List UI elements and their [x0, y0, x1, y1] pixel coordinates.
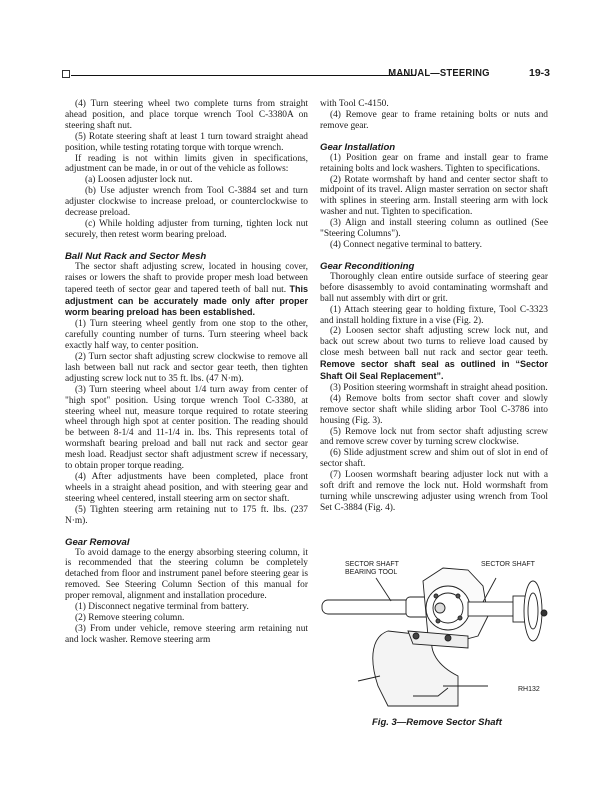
paragraph	[320, 470, 548, 514]
sector-shaft-illustration	[318, 556, 550, 716]
paragraph	[320, 427, 548, 449]
paragraph	[320, 272, 548, 305]
paragraph-text: The sector shaft adjusting screw, located in housing cover, raises or lowers the shaft to provide proper mesh load between tapered teeth of sector gear and tapered teeth of ball nut.	[65, 261, 308, 295]
left-column	[65, 99, 308, 646]
paragraph-text: (6) Slide adjustment screw and shim out of slot in end of sector shaft.	[320, 448, 548, 470]
paragraph-text: Thoroughly clean entire outside surface of steering gear before disassembly to avoid contaminating wormshaft and ball nut assembly with dirt or grit.	[320, 271, 548, 304]
paragraph-text: with Tool C-4150.	[320, 99, 389, 109]
paragraph-text: (4) Connect negative terminal to battery.	[330, 239, 482, 250]
paragraph-text: (1) Disconnect negative terminal from battery.	[75, 602, 249, 613]
paragraph-text: (c) While holding adjuster from turning, tighten lock nut securely, then retest worm bearing preload.	[65, 218, 308, 240]
paragraph-text: (4) After adjustments have been completed, place front wheels in a straight ahead position, and with steering gear and steering wheel centered, install steering arm on sector shaft.	[65, 472, 308, 504]
paragraph	[65, 472, 308, 505]
section-heading: Gear Reconditioning	[320, 260, 415, 272]
label-sector-shaft-bearing-tool	[345, 561, 399, 577]
paragraph-text: (4) Remove bolts from sector shaft cover and slowly remove sector shaft while sliding arbor Tool C-3786 into housing (Fig. 3).	[320, 393, 548, 426]
paragraph-text: (3) Position steering wormshaft in straight ahead position.	[330, 382, 548, 393]
figure-3	[318, 556, 550, 716]
label-sector-shaft: SECTOR SHAFT	[481, 561, 535, 568]
paragraph	[65, 505, 308, 527]
paragraph-text: (a) Loosen adjuster lock nut.	[85, 175, 193, 186]
paragraph	[65, 186, 308, 219]
paragraph-text: To avoid damage to the energy absorbing steering column, it is recommended that the steering column be completely detached from floor and instrument panel before steering gear is removed. See Steering Column Section of this manual for proper removal, alignment and installation procedure.	[65, 547, 308, 602]
paragraph-text: (7) Loosen wormshaft bearing adjuster lock nut with a soft drift and remove the lock nut. Hold wormshaft from turning while unscrewing adjuster using wrench from Tool Set C-3884 (Fig. 4).	[320, 470, 548, 513]
paragraph	[320, 99, 548, 110]
paragraph-text: (2) Turn sector shaft adjusting screw clockwise to remove all lash between ball nut rack and sector gear teeth, then tighten adjusting screw lock nut to 35 ft. lbs. (47 N·m).	[65, 352, 308, 384]
paragraph-text: (4) Remove gear to frame retaining bolts or nuts and remove gear.	[320, 109, 548, 131]
right-column	[320, 99, 548, 514]
paragraph	[320, 383, 548, 394]
paragraph-text: (3) Turn steering wheel about 1/4 turn away from center of "high spot" position. Using torque wrench Tool C-3380, at steering wheel nut, measure torque required to rotate steering wheel through high spot at center position. The reading should be between 8-1/4 and 11-1/4 in. lbs. This represents total of wormshaft bearing preload and ball nut rack and sector gear mesh load. Readjust sector shaft adjustment screw if necessary, to obtain proper torque reading.	[65, 384, 308, 472]
paragraph	[320, 305, 548, 327]
section-heading: Gear Removal	[65, 536, 130, 548]
paragraph	[65, 219, 308, 241]
paragraph	[65, 319, 308, 352]
paragraph-text: (b) Use adjuster wrench from Tool C-3884 set and turn adjuster clockwise to increase preload, or counterclockwise to decrease preload.	[65, 186, 308, 219]
label-line-1: SECTOR SHAFT	[345, 561, 399, 568]
paragraph-text: (5) Rotate steering shaft at least 1 turn toward straight ahead position, while testing rotating torque with torque wrench.	[65, 131, 308, 153]
paragraph-text: (4) Turn steering wheel two complete turns from straight ahead position, and place torque wrench Tool C-3380A on steering shaft nut.	[65, 99, 308, 131]
label-line-2: BEARING TOOL	[345, 569, 398, 576]
paragraph	[65, 385, 308, 472]
paragraph-text: (1) Attach steering gear to holding fixture, Tool C-3323 and install holding fixture in a vise (Fig. 2).	[320, 304, 548, 326]
figure-caption: Fig. 3—Remove Sector Shaft	[372, 717, 502, 728]
paragraph-text: (5) Remove lock nut from sector shaft adjusting screw and remove screw cover by turning screw clockwise.	[320, 426, 548, 448]
paragraph	[65, 175, 308, 186]
paragraph	[320, 326, 548, 383]
paragraph-emphasis: This adjustment can be accurately made only after proper worm bearing preload has been established.	[65, 283, 308, 318]
paragraph	[65, 613, 308, 624]
paragraph-text: (1) Position gear on frame and install gear to frame retaining bolts and lock washers. Tighten to specifications.	[320, 152, 548, 174]
paragraph	[320, 240, 548, 251]
paragraph	[65, 548, 308, 603]
page-number: 19-3	[528, 67, 550, 79]
header-rule	[71, 75, 416, 76]
paragraph	[320, 153, 548, 175]
figure-code: RH132	[518, 686, 540, 693]
paragraph-text: (2) Rotate wormshaft by hand and center sector shaft to midpoint of its travel. Align master serration on sector shaft with splines in steering arm. Install steering arm with lock washer and nut. Tighten to specification.	[320, 174, 548, 218]
paragraph	[320, 394, 548, 427]
paragraph	[65, 352, 308, 385]
paragraph-text: If reading is not within limits given in specifications, adjustment can be made, in or out of the vehicle as follows:	[65, 153, 308, 175]
paragraph-text: (3) Align and install steering column as outlined (See "Steering Columns").	[320, 218, 548, 240]
paragraph	[320, 110, 548, 132]
section-heading: Gear Installation	[320, 141, 396, 153]
section-title: MANUAL—STEERING	[388, 67, 490, 79]
paragraph	[65, 602, 308, 613]
paragraph	[320, 218, 548, 240]
paragraph-text: (2) Remove steering column.	[75, 612, 185, 623]
paragraph	[320, 175, 548, 219]
paragraph-text: (2) Loosen sector shaft adjusting screw lock nut, and back out screw about two turns to relieve load caused by close mesh between ball nut rack and sector gear teeth.	[320, 326, 548, 359]
paragraph	[65, 262, 308, 320]
section-heading: Ball Nut Rack and Sector Mesh	[65, 250, 207, 262]
paragraph-text: (5) Tighten steering arm retaining nut to 175 ft. lbs. (237 N·m).	[65, 504, 308, 526]
paragraph	[320, 448, 548, 470]
page-header	[60, 66, 550, 80]
paragraph-emphasis: Remove sector shaft seal as outlined in “Sector Shaft Oil Seal Replacement”.	[320, 359, 548, 382]
paragraph	[65, 624, 308, 646]
header-square-mark	[62, 70, 70, 78]
paragraph-text: (1) Turn steering wheel gently from one stop to the other, carefully counting number of turns. Turn steering wheel back exactly half way, to center position.	[65, 319, 308, 352]
paragraph-text: (3) From under vehicle, remove steering arm retaining nut and lock washer. Remove steering arm	[65, 623, 308, 645]
paragraph	[65, 99, 308, 132]
paragraph	[65, 154, 308, 176]
paragraph	[65, 132, 308, 154]
